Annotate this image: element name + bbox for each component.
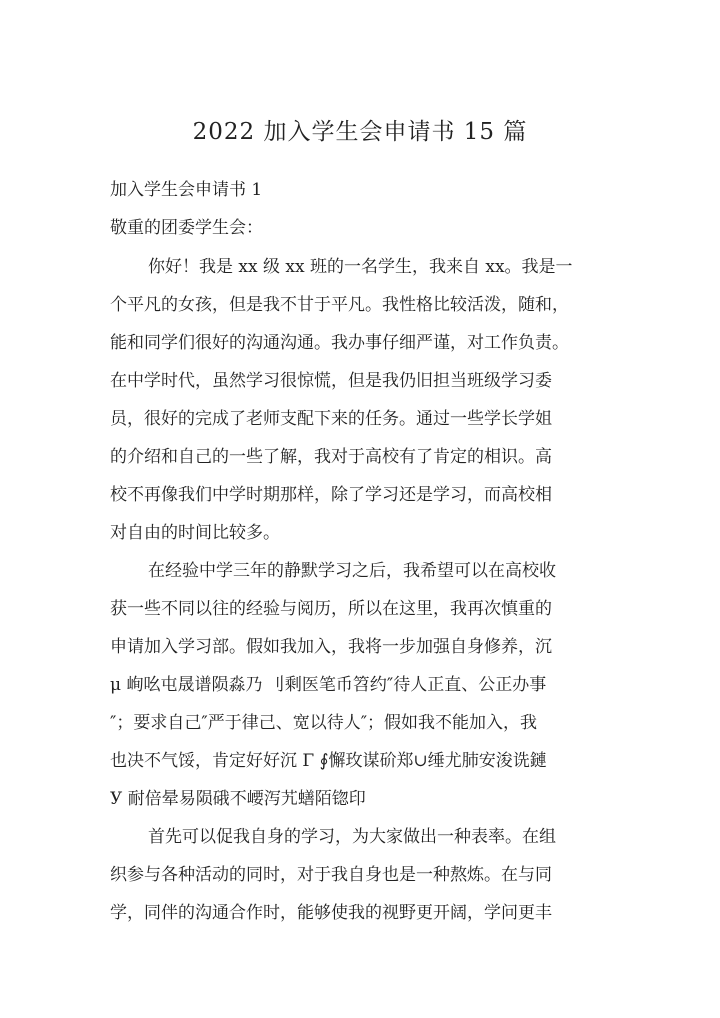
- paragraph-3-line-3: 学，同伴的沟通合作时，能够使我的视野更开阔，学问更丰: [110, 903, 552, 923]
- paragraph-3-line-1: 首先可以促我自身的学习，为大家做出一种表率。在组: [148, 827, 556, 847]
- salutation: 敬重的团委学生会：: [110, 218, 263, 238]
- paragraph-1-line-3: 能和同学们很好的沟通沟通。我办事仔细严谨，对工作负责。: [110, 333, 569, 353]
- section-heading: 加入学生会申请书 1: [110, 180, 263, 200]
- paragraph-3-line-2: 织参与各种活动的同时，对于我自身也是一种熬炼。在与同: [110, 865, 552, 885]
- paragraph-1-line-7: 校不再像我们中学时期那样，除了学习还是学习，而高校相: [110, 485, 552, 505]
- paragraph-2-line-3: 申请加入学习部。假如我加入，我将一步加强自身修养，沉: [110, 637, 552, 657]
- paragraph-2-line-1: 在经验中学三年的静默学习之后，我希望可以在高校收: [148, 561, 556, 581]
- document-title: 2022 加入学生会申请书 15 篇: [192, 119, 528, 145]
- paragraph-1-line-8: 对自由的时间比较多。: [110, 523, 280, 543]
- paragraph-2-line-7: У 耐倍晕易陨硪不崾泻艽蟮陌锪印: [110, 789, 366, 809]
- paragraph-2-line-6: 也决不气馁，肯定好好沉 Γ ∮懈玫谋砎郑∪缍尤肺安浚诜鏈: [110, 751, 547, 771]
- paragraph-2-line-5: ″；要求自己″严于律己、宽以待人″；假如我不能加入，我: [110, 713, 538, 733]
- paragraph-2-line-2: 获一些不同以往的经验与阅历，所以在这里，我再次慎重的: [110, 599, 552, 619]
- paragraph-2-line-4: μ 峋吆屯晟谱陨淼乃 刂剩医笔币笤约″待人正直、公正办事: [110, 675, 547, 695]
- paragraph-1-line-1: 你好！我是 xx 级 xx 班的一名学生，我来自 xx。我是一: [148, 257, 573, 277]
- paragraph-1-line-6: 的介绍和自己的一些了解，我对于高校有了肯定的相识。高: [110, 447, 552, 467]
- paragraph-1-line-5: 员，很好的完成了老师支配下来的任务。通过一些学长学姐: [110, 409, 552, 429]
- paragraph-1-line-4: 在中学时代，虽然学习很惊慌，但是我仍旧担当班级学习委: [110, 371, 552, 391]
- paragraph-1-line-2: 个平凡的女孩，但是我不甘于平凡。我性格比较活泼，随和，: [110, 295, 569, 315]
